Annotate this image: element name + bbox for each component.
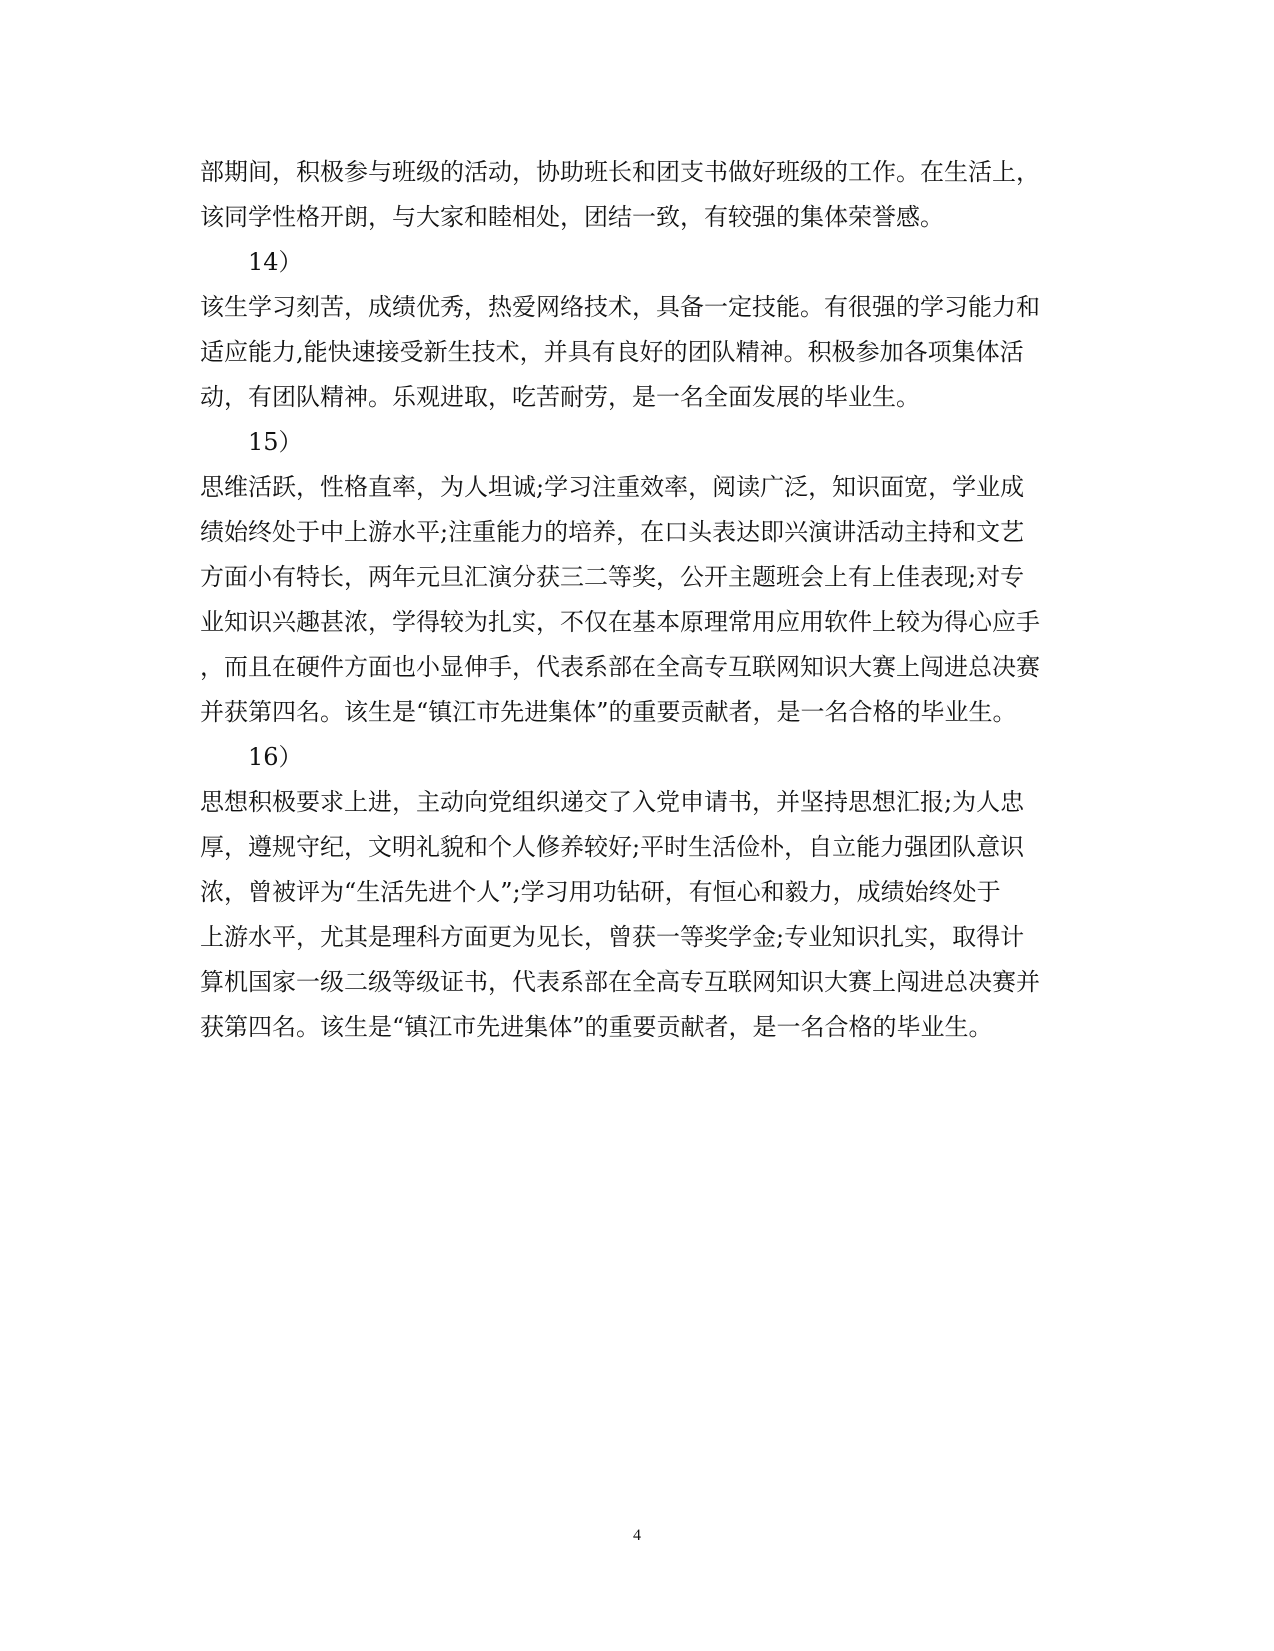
body-text-line: 动，有团队精神。乐观进取，吃苦耐劳，是一名全面发展的毕业生。 <box>200 383 920 411</box>
item-number: 15） <box>248 428 303 456</box>
item-number: 16） <box>248 743 303 771</box>
body-text-line: 业知识兴趣甚浓，学得较为扎实，不仅在基本原理常用应用软件上较为得心应手 <box>200 608 1040 636</box>
body-text-line: 思维活跃，性格直率，为人坦诚;学习注重效率，阅读广泛，知识面宽，学业成 <box>200 473 1025 501</box>
page-number: 4 <box>633 1527 641 1544</box>
body-text-line: 并获第四名。该生是“镇江市先进集体”的重要贡献者，是一名合格的毕业生。 <box>200 698 1017 726</box>
body-text-line: 厚，遵规守纪，文明礼貌和个人修养较好;平时生活俭朴，自立能力强团队意识 <box>200 833 1025 861</box>
body-text-line: 适应能力,能快速接受新生技术，并具有良好的团队精神。积极参加各项集体活 <box>200 338 1024 366</box>
body-text-line: 浓，曾被评为“生活先进个人”;学习用功钻研，有恒心和毅力，成绩始终处于 <box>200 878 1001 906</box>
body-text-line: 方面小有特长，两年元旦汇演分获三二等奖，公开主题班会上有上佳表现;对专 <box>200 563 1025 591</box>
item-number: 14） <box>248 248 303 276</box>
body-text-line: 获第四名。该生是“镇江市先进集体”的重要贡献者，是一名合格的毕业生。 <box>200 1013 993 1041</box>
body-text-line: ，而且在硬件方面也小显伸手，代表系部在全高专互联网知识大赛上闯进总决赛 <box>200 653 1040 681</box>
body-text-line: 该同学性格开朗，与大家和睦相处，团结一致，有较强的集体荣誉感。 <box>200 203 944 231</box>
body-text-line: 思想积极要求上进，主动向党组织递交了入党申请书，并坚持思想汇报;为人忠 <box>200 788 1025 816</box>
body-text-line: 部期间，积极参与班级的活动，协助班长和团支书做好班级的工作。在生活上， <box>200 158 1040 186</box>
body-text-line: 算机国家一级二级等级证书，代表系部在全高专互联网知识大赛上闯进总决赛并 <box>200 968 1040 996</box>
body-text-line: 绩始终处于中上游水平;注重能力的培养，在口头表达即兴演讲活动主持和文艺 <box>200 518 1025 546</box>
body-text-line: 该生学习刻苦，成绩优秀，热爱网络技术，具备一定技能。有很强的学习能力和 <box>200 293 1040 321</box>
body-text-line: 上游水平，尤其是理科方面更为见长，曾获一等奖学金;专业知识扎实，取得计 <box>200 923 1025 951</box>
